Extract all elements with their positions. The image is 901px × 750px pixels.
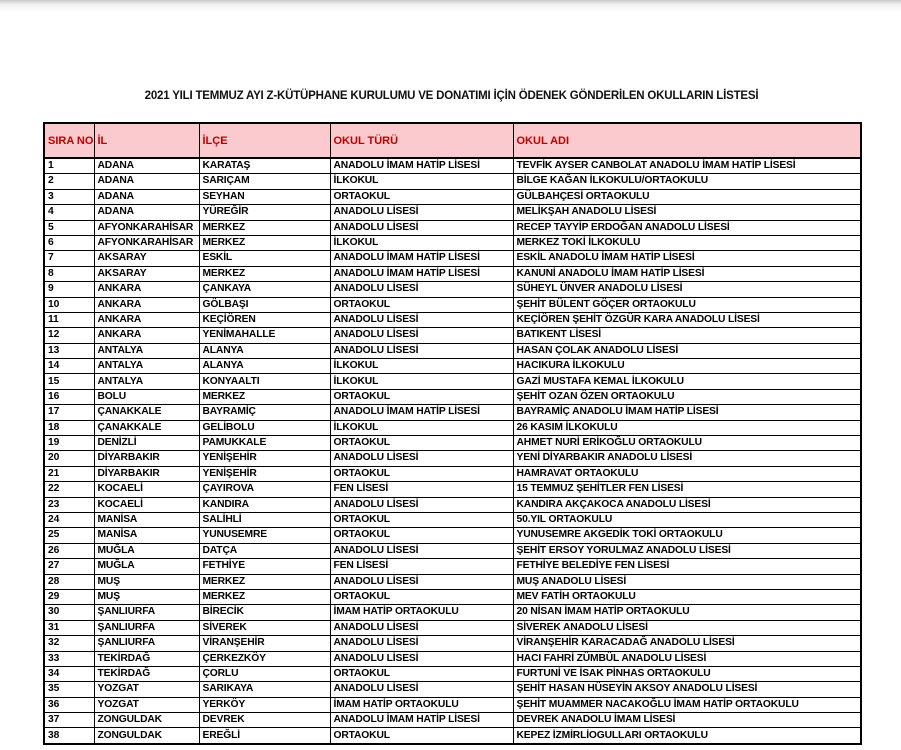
cell-sira-no: 9 (44, 282, 94, 297)
table-row (44, 620, 861, 635)
column-header-sira-no: SIRA NO (44, 123, 94, 158)
cell-sira-no: 5 (44, 220, 94, 235)
cell-okul-adi: 20 NİSAN İMAM HATİP ORTAOKULU (513, 605, 861, 620)
cell-okul-adi: BİLGE KAĞAN İLKOKULU/ORTAOKULU (513, 174, 861, 189)
table-row (44, 343, 861, 358)
cell-il: TEKİRDAĞ (94, 651, 199, 666)
cell-ilce: GÖLBAŞI (199, 297, 330, 312)
cell-ilce: ÇERKEZKÖY (199, 651, 330, 666)
cell-il: ANKARA (94, 312, 199, 327)
cell-sira-no: 11 (44, 312, 94, 327)
cell-sira-no: 1 (44, 158, 94, 174)
cell-il: YOZGAT (94, 697, 199, 712)
cell-il: ADANA (94, 205, 199, 220)
table-row (44, 235, 861, 250)
cell-ilce: KARATAŞ (199, 158, 330, 174)
cell-okul-turu: ANADOLU LİSESİ (330, 328, 513, 343)
cell-okul-adi: HACI FAHRİ ZÜMBÜL ANADOLU LİSESİ (513, 651, 861, 666)
cell-ilce: SİVEREK (199, 620, 330, 635)
cell-okul-adi: KEPEZ İZMİRLİOGULLARI ORTAOKULU (513, 728, 861, 744)
cell-il: TEKİRDAĞ (94, 666, 199, 681)
cell-okul-turu: ANADOLU LİSESİ (330, 543, 513, 558)
cell-okul-adi: HASAN ÇOLAK ANADOLU LİSESİ (513, 343, 861, 358)
table-header (44, 123, 861, 158)
cell-okul-turu: ORTAOKUL (330, 666, 513, 681)
cell-sira-no: 28 (44, 574, 94, 589)
cell-okul-turu: ORTAOKUL (330, 436, 513, 451)
cell-sira-no: 31 (44, 620, 94, 635)
cell-ilce: YÜREĞİR (199, 205, 330, 220)
cell-il: ANTALYA (94, 343, 199, 358)
cell-okul-turu: ANADOLU LİSESİ (330, 312, 513, 327)
cell-ilce: MERKEZ (199, 574, 330, 589)
cell-okul-adi: TEVFİK AYSER CANBOLAT ANADOLU İMAM HATİP LİSESİ (513, 158, 861, 174)
cell-okul-adi: ŞEHİT OZAN ÖZEN ORTAOKULU (513, 389, 861, 404)
cell-ilce: SARIÇAM (199, 174, 330, 189)
table-row (44, 205, 861, 220)
cell-il: ADANA (94, 174, 199, 189)
cell-sira-no: 37 (44, 713, 94, 728)
table-row (44, 312, 861, 327)
cell-okul-turu: ANADOLU LİSESİ (330, 651, 513, 666)
cell-okul-turu: ANADOLU LİSESİ (330, 205, 513, 220)
school-list-table (43, 122, 862, 745)
cell-okul-adi: GÜLBAHÇESİ ORTAOKULU (513, 189, 861, 204)
table-row (44, 451, 861, 466)
cell-okul-turu: ORTAOKUL (330, 466, 513, 481)
table-row (44, 651, 861, 666)
cell-okul-turu: ANADOLU LİSESİ (330, 636, 513, 651)
cell-sira-no: 3 (44, 189, 94, 204)
cell-sira-no: 29 (44, 589, 94, 604)
cell-sira-no: 18 (44, 420, 94, 435)
cell-okul-adi: MERKEZ TOKİ İLKOKULU (513, 235, 861, 250)
cell-ilce: YUNUSEMRE (199, 528, 330, 543)
cell-sira-no: 38 (44, 728, 94, 744)
cell-okul-turu: ANADOLU LİSESİ (330, 574, 513, 589)
cell-ilce: SEYHAN (199, 189, 330, 204)
cell-il: ANKARA (94, 297, 199, 312)
cell-il: ANKARA (94, 328, 199, 343)
cell-il: ANTALYA (94, 359, 199, 374)
cell-ilce: KEÇİÖREN (199, 312, 330, 327)
cell-okul-turu: ANADOLU LİSESİ (330, 682, 513, 697)
cell-ilce: MERKEZ (199, 266, 330, 281)
table-row (44, 666, 861, 681)
cell-ilce: GELİBOLU (199, 420, 330, 435)
cell-ilce: DEVREK (199, 713, 330, 728)
cell-okul-adi: HACIKURA İLKOKULU (513, 359, 861, 374)
cell-okul-turu: ORTAOKUL (330, 528, 513, 543)
table-row (44, 605, 861, 620)
cell-okul-adi: ŞEHİT HASAN HÜSEYİN AKSOY ANADOLU LİSESİ (513, 682, 861, 697)
cell-il: ÇANAKKALE (94, 405, 199, 420)
column-header-il: İL (94, 123, 199, 158)
cell-il: MANİSA (94, 528, 199, 543)
cell-sira-no: 26 (44, 543, 94, 558)
cell-sira-no: 32 (44, 636, 94, 651)
cell-ilce: MERKEZ (199, 589, 330, 604)
cell-okul-adi: 15 TEMMUZ ŞEHİTLER FEN LİSESİ (513, 482, 861, 497)
cell-il: AFYONKARAHİSAR (94, 235, 199, 250)
cell-ilce: MERKEZ (199, 220, 330, 235)
cell-il: ŞANLIURFA (94, 636, 199, 651)
table-row (44, 728, 861, 744)
cell-okul-turu: ANADOLU İMAM HATİP LİSESİ (330, 266, 513, 281)
cell-okul-adi: 26 KASIM İLKOKULU (513, 420, 861, 435)
table-row (44, 512, 861, 527)
cell-ilce: MERKEZ (199, 235, 330, 250)
cell-ilce: MERKEZ (199, 389, 330, 404)
cell-okul-adi: SİVEREK ANADOLU LİSESİ (513, 620, 861, 635)
cell-okul-turu: ANADOLU LİSESİ (330, 220, 513, 235)
column-header-okul-adi: OKUL ADI (513, 123, 861, 158)
cell-ilce: ÇORLU (199, 666, 330, 681)
cell-ilce: ALANYA (199, 343, 330, 358)
cell-sira-no: 4 (44, 205, 94, 220)
cell-il: ZONGULDAK (94, 713, 199, 728)
cell-okul-turu: ANADOLU LİSESİ (330, 343, 513, 358)
cell-sira-no: 24 (44, 512, 94, 527)
cell-il: MUŞ (94, 589, 199, 604)
cell-il: KOCAELİ (94, 497, 199, 512)
cell-okul-adi: FETHİYE BELEDİYE FEN LİSESİ (513, 559, 861, 574)
table-row (44, 713, 861, 728)
cell-ilce: SALİHLİ (199, 512, 330, 527)
cell-okul-adi: MEV FATİH ORTAOKULU (513, 589, 861, 604)
cell-sira-no: 36 (44, 697, 94, 712)
table-row (44, 189, 861, 204)
cell-okul-turu: ANADOLU LİSESİ (330, 451, 513, 466)
column-header-okul-turu: OKUL TÜRÜ (330, 123, 513, 158)
cell-sira-no: 25 (44, 528, 94, 543)
table-row (44, 466, 861, 481)
cell-okul-adi: FURTUNİ VE İSAK PİNHAS ORTAOKULU (513, 666, 861, 681)
table-row (44, 359, 861, 374)
table-row (44, 158, 861, 174)
cell-okul-turu: ORTAOKUL (330, 389, 513, 404)
cell-ilce: YENİŞEHİR (199, 466, 330, 481)
cell-okul-turu: ORTAOKUL (330, 297, 513, 312)
cell-sira-no: 34 (44, 666, 94, 681)
table-row (44, 405, 861, 420)
cell-okul-adi: DEVREK ANADOLU İMAM LİSESİ (513, 713, 861, 728)
table-row (44, 174, 861, 189)
table-row (44, 220, 861, 235)
cell-okul-turu: ANADOLU İMAM HATİP LİSESİ (330, 713, 513, 728)
cell-okul-adi: MELİKŞAH ANADOLU LİSESİ (513, 205, 861, 220)
cell-il: ANTALYA (94, 374, 199, 389)
cell-ilce: DATÇA (199, 543, 330, 558)
cell-ilce: VİRANŞEHİR (199, 636, 330, 651)
cell-okul-turu: ANADOLU İMAM HATİP LİSESİ (330, 405, 513, 420)
table-row (44, 436, 861, 451)
cell-il: ADANA (94, 189, 199, 204)
cell-sira-no: 30 (44, 605, 94, 620)
cell-il: ADANA (94, 158, 199, 174)
cell-ilce: ÇANKAYA (199, 282, 330, 297)
cell-okul-adi: BAYRAMİÇ ANADOLU İMAM HATİP LİSESİ (513, 405, 861, 420)
cell-sira-no: 2 (44, 174, 94, 189)
cell-okul-adi: MUŞ ANADOLU LİSESİ (513, 574, 861, 589)
cell-okul-turu: İLKOKUL (330, 374, 513, 389)
cell-il: YOZGAT (94, 682, 199, 697)
cell-okul-turu: ORTAOKUL (330, 589, 513, 604)
cell-il: ÇANAKKALE (94, 420, 199, 435)
cell-okul-turu: İLKOKUL (330, 359, 513, 374)
table-row (44, 282, 861, 297)
cell-okul-adi: YUNUSEMRE AKGEDİK TOKİ ORTAOKULU (513, 528, 861, 543)
column-header-ilce: İLÇE (199, 123, 330, 158)
cell-ilce: YENİŞEHİR (199, 451, 330, 466)
cell-okul-turu: İMAM HATİP ORTAOKULU (330, 697, 513, 712)
table-row (44, 543, 861, 558)
cell-okul-turu: ORTAOKUL (330, 728, 513, 744)
cell-ilce: FETHİYE (199, 559, 330, 574)
table-row (44, 697, 861, 712)
table-row (44, 420, 861, 435)
cell-sira-no: 14 (44, 359, 94, 374)
cell-sira-no: 22 (44, 482, 94, 497)
table-header-row (44, 123, 861, 158)
cell-ilce: YENİMAHALLE (199, 328, 330, 343)
cell-okul-adi: YENİ DİYARBAKIR ANADOLU LİSESİ (513, 451, 861, 466)
cell-okul-adi: BATIKENT LİSESİ (513, 328, 861, 343)
cell-ilce: ÇAYIROVA (199, 482, 330, 497)
cell-okul-turu: ANADOLU LİSESİ (330, 282, 513, 297)
cell-okul-adi: GAZİ MUSTAFA KEMAL İLKOKULU (513, 374, 861, 389)
cell-okul-adi: RECEP TAYYİP ERDOĞAN ANADOLU LİSESİ (513, 220, 861, 235)
cell-okul-turu: ANADOLU İMAM HATİP LİSESİ (330, 158, 513, 174)
cell-sira-no: 10 (44, 297, 94, 312)
cell-sira-no: 33 (44, 651, 94, 666)
document-title: 2021 YILI TEMMUZ AYI Z-KÜTÜPHANE KURULUMU VE DONATIMI İÇİN ÖDENEK GÖNDERİLEN OKULLARIN LİSTESİ (144, 90, 759, 102)
table-row (44, 251, 861, 266)
cell-ilce: YERKÖY (199, 697, 330, 712)
table-row (44, 389, 861, 404)
cell-il: KOCAELİ (94, 482, 199, 497)
cell-sira-no: 8 (44, 266, 94, 281)
cell-okul-adi: ŞEHİT ERSOY YORULMAZ ANADOLU LİSESİ (513, 543, 861, 558)
cell-sira-no: 23 (44, 497, 94, 512)
cell-okul-turu: İLKOKUL (330, 174, 513, 189)
cell-il: ZONGULDAK (94, 728, 199, 744)
table-row (44, 297, 861, 312)
cell-ilce: ALANYA (199, 359, 330, 374)
cell-okul-adi: AHMET NURİ ERİKOĞLU ORTAOKULU (513, 436, 861, 451)
table-row (44, 559, 861, 574)
table-body (44, 158, 861, 744)
cell-il: ANKARA (94, 282, 199, 297)
cell-sira-no: 35 (44, 682, 94, 697)
cell-okul-adi: SÜHEYL ÜNVER ANADOLU LİSESİ (513, 282, 861, 297)
cell-okul-turu: ANADOLU LİSESİ (330, 620, 513, 635)
cell-sira-no: 19 (44, 436, 94, 451)
cell-okul-adi: VİRANŞEHİR KARACADAĞ ANADOLU LİSESİ (513, 636, 861, 651)
cell-okul-adi: KEÇİÖREN ŞEHİT ÖZGÜR KARA ANADOLU LİSESİ (513, 312, 861, 327)
table-row (44, 528, 861, 543)
cell-il: MUĞLA (94, 559, 199, 574)
cell-ilce: ESKİL (199, 251, 330, 266)
cell-okul-turu: FEN LİSESİ (330, 482, 513, 497)
cell-okul-adi: ŞEHİT MUAMMER NACAKOĞLU İMAM HATİP ORTAOKULU (513, 697, 861, 712)
table-row (44, 266, 861, 281)
cell-il: AKSARAY (94, 251, 199, 266)
table-row (44, 636, 861, 651)
cell-il: AFYONKARAHİSAR (94, 220, 199, 235)
cell-okul-turu: ORTAOKUL (330, 189, 513, 204)
cell-okul-adi: ŞEHİT BÜLENT GÖÇER ORTAOKULU (513, 297, 861, 312)
cell-sira-no: 16 (44, 389, 94, 404)
cell-il: MUĞLA (94, 543, 199, 558)
cell-okul-turu: İLKOKUL (330, 235, 513, 250)
cell-okul-adi: KANDIRA AKÇAKOCA ANADOLU LİSESİ (513, 497, 861, 512)
cell-sira-no: 27 (44, 559, 94, 574)
table-row (44, 682, 861, 697)
cell-sira-no: 6 (44, 235, 94, 250)
cell-il: MANİSA (94, 512, 199, 527)
table-row (44, 328, 861, 343)
cell-okul-turu: ANADOLU İMAM HATİP LİSESİ (330, 251, 513, 266)
cell-ilce: BAYRAMİÇ (199, 405, 330, 420)
table-row (44, 497, 861, 512)
page-top-shadow (0, 0, 901, 12)
cell-il: DİYARBAKIR (94, 451, 199, 466)
cell-okul-turu: ANADOLU LİSESİ (330, 497, 513, 512)
cell-il: BOLU (94, 389, 199, 404)
cell-sira-no: 21 (44, 466, 94, 481)
cell-il: MUŞ (94, 574, 199, 589)
cell-sira-no: 12 (44, 328, 94, 343)
cell-okul-adi: HAMRAVAT ORTAOKULU (513, 466, 861, 481)
table-row (44, 574, 861, 589)
cell-il: DİYARBAKIR (94, 466, 199, 481)
cell-ilce: KANDIRA (199, 497, 330, 512)
table-row (44, 374, 861, 389)
cell-il: AKSARAY (94, 266, 199, 281)
cell-okul-adi: ESKİL ANADOLU İMAM HATİP LİSESİ (513, 251, 861, 266)
cell-sira-no: 15 (44, 374, 94, 389)
cell-ilce: BİRECİK (199, 605, 330, 620)
table-row (44, 589, 861, 604)
cell-sira-no: 7 (44, 251, 94, 266)
cell-il: ŞANLIURFA (94, 620, 199, 635)
cell-sira-no: 13 (44, 343, 94, 358)
cell-okul-adi: KANUNİ ANADOLU İMAM HATİP LİSESİ (513, 266, 861, 281)
cell-ilce: KONYAALTI (199, 374, 330, 389)
cell-okul-turu: FEN LİSESİ (330, 559, 513, 574)
table-row (44, 482, 861, 497)
cell-ilce: SARIKAYA (199, 682, 330, 697)
cell-okul-turu: ORTAOKUL (330, 512, 513, 527)
cell-sira-no: 20 (44, 451, 94, 466)
cell-il: DENİZLİ (94, 436, 199, 451)
cell-okul-adi: 50.YIL ORTAOKULU (513, 512, 861, 527)
cell-ilce: EREĞLİ (199, 728, 330, 744)
cell-il: ŞANLIURFA (94, 605, 199, 620)
cell-sira-no: 17 (44, 405, 94, 420)
cell-okul-turu: İLKOKUL (330, 420, 513, 435)
cell-ilce: PAMUKKALE (199, 436, 330, 451)
cell-okul-turu: İMAM HATİP ORTAOKULU (330, 605, 513, 620)
